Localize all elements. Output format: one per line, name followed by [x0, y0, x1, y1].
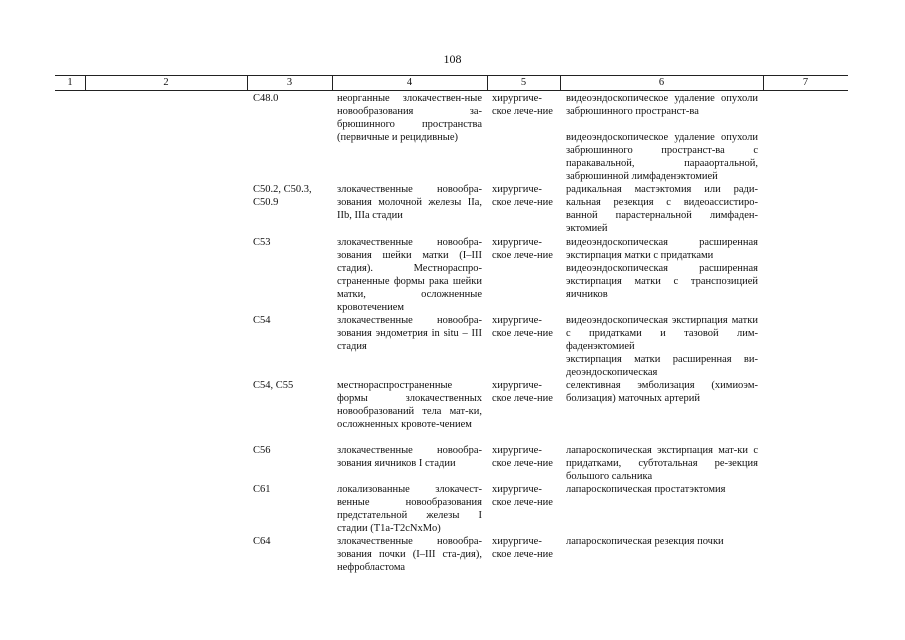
treatment-cell: хирургиче-ское лече-ние — [492, 315, 553, 339]
code-cell: C54, C55 — [253, 380, 294, 391]
column-header-5: 5 — [520, 77, 527, 88]
treatment-cell: хирургиче-ское лече-ние — [492, 536, 553, 560]
code-cell: C54 — [253, 315, 271, 326]
method-cell: селективная эмболизация (химиоэм-болизация) маточных артерий — [566, 380, 758, 404]
diagnosis-cell: локализованные злокачест-венные новообразования предстательной железы I стадии (T1a-T2cNxMo) — [337, 484, 482, 534]
code-cell: C56 — [253, 445, 271, 456]
method-cell: видеоэндоскопическая расширенная экстирпация матки с транспозицией яичников — [566, 263, 758, 300]
method-cell: радикальная мастэктомия или ради-кальная резекция с видеоассистиро-ванной парастернальной лимфаден-эктомией — [566, 184, 758, 234]
column-header-4: 4 — [406, 77, 413, 88]
treatment-cell: хирургиче-ское лече-ние — [492, 237, 553, 261]
method-cell: видеоэндоскопическое удаление опухоли забрюшинного пространст-ва — [566, 93, 758, 117]
page-number: 108 — [443, 52, 462, 66]
method-cell: лапароскопическая простатэктомия — [566, 484, 726, 495]
diagnosis-cell: злокачественные новообра-зования почки (I–III ста-дия), нефробластома — [337, 536, 482, 573]
code-cell: C61 — [253, 484, 271, 495]
method-cell: видеоэндоскопическая экстирпация матки с придатками и тазовой лим-фаденэктомией — [566, 315, 758, 352]
treatment-cell: хирургиче-ское лече-ние — [492, 445, 553, 469]
method-cell: лапароскопическая экстирпация мат-ки с придатками, субтотальная ре-зекция большого сальника — [566, 445, 758, 482]
diagnosis-cell: злокачественные новообра-зования эндометрия in situ – III стадия — [337, 315, 482, 352]
diagnosis-cell: злокачественные новообра-зования молочной железы IIa, IIb, IIIa стадии — [337, 184, 482, 221]
column-header-2: 2 — [163, 77, 169, 88]
column-header-6: 6 — [658, 77, 665, 88]
diagnosis-cell: злокачественные новообра-зования шейки матки (I–III стадия). Местнораспро-страненные формы рака шейки матки, осложненные кровотечением — [337, 237, 482, 313]
column-header-7: 7 — [802, 77, 809, 88]
treatment-cell: хирургиче-ское лече-ние — [492, 484, 553, 508]
diagnosis-cell: местнораспространенные формы злокачественных новообразований тела мат-ки, осложненных кровоте-чением — [337, 380, 482, 430]
diagnosis-cell: злокачественные новообра-зования яичников I стадии — [337, 445, 482, 469]
code-cell: C50.2, C50.3, C50.9 — [253, 184, 312, 208]
method-cell: видеоэндоскопическая расширенная экстирпация матки с придатками — [566, 237, 758, 261]
method-cell: лапароскопическая резекция почки — [566, 536, 724, 547]
column-header-1: 1 — [67, 77, 73, 88]
code-cell: C48.0 — [253, 93, 279, 104]
table-header — [55, 75, 848, 91]
treatment-cell: хирургиче-ское лече-ние — [492, 93, 553, 117]
code-cell: C53 — [253, 237, 271, 248]
diagnosis-cell: неорганные злокачествен-ные новообразования за-брюшинного пространства (первичные и рецидивные) — [337, 93, 482, 143]
method-cell: видеоэндоскопическое удаление опухоли забрюшинного пространст-ва с паракавальной, парааортальной, забрюшинной лимфаденэктомией — [566, 132, 758, 182]
treatment-cell: хирургиче-ское лече-ние — [492, 380, 553, 404]
method-cell: экстирпация матки расширенная ви-деоэндоскопическая — [566, 354, 758, 378]
column-header-3: 3 — [286, 77, 293, 88]
code-cell: C64 — [253, 536, 271, 547]
treatment-cell: хирургиче-ское лече-ние — [492, 184, 553, 208]
